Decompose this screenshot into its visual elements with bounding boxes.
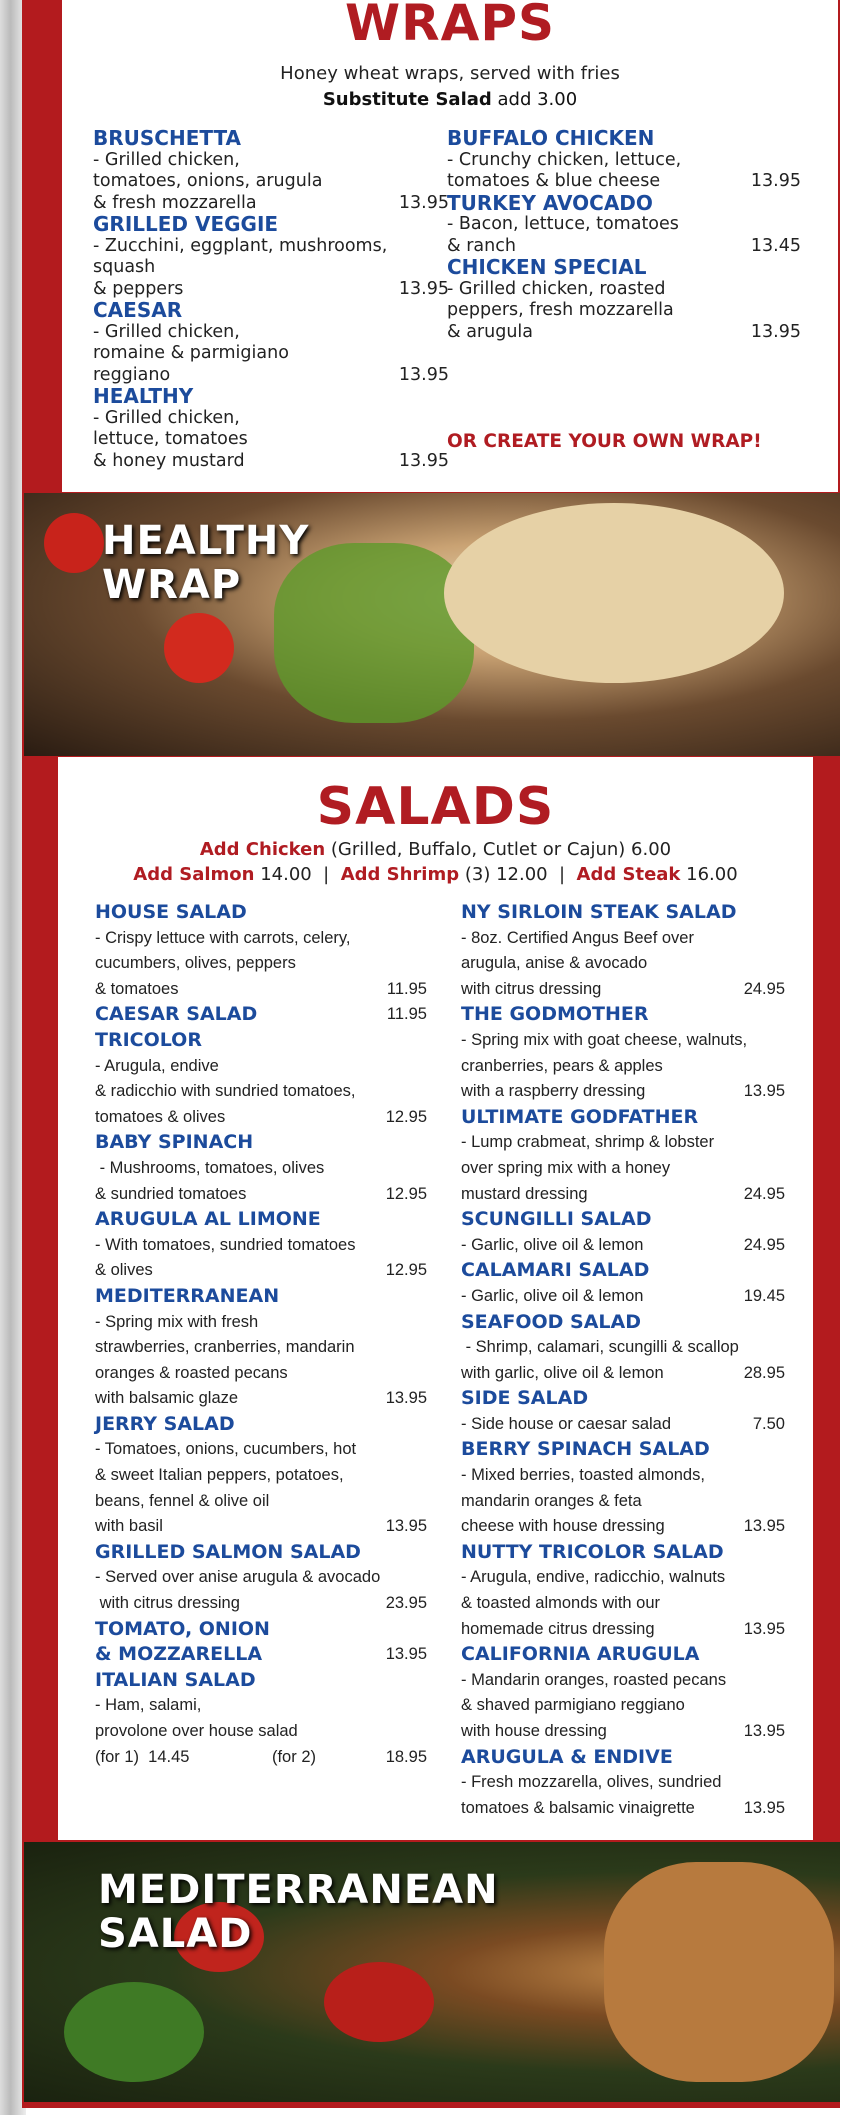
item-description-line: [93, 257, 449, 279]
item-description-line: [461, 1054, 785, 1080]
item-description-line: [93, 408, 449, 430]
item-description: - Mushrooms, tomatoes, olives: [95, 1158, 325, 1177]
item-price: 13.95: [750, 171, 801, 191]
item-description: homemade citrus dressing: [461, 1619, 655, 1638]
item-price: 23.95: [385, 1594, 427, 1613]
item-description: with garlic, olive oil & lemon: [461, 1363, 664, 1382]
item-description: - Ham, salami,: [95, 1696, 202, 1715]
item-description-line: [461, 1591, 785, 1617]
item-price: 28.95: [743, 1363, 785, 1382]
item-description-line: [95, 1745, 427, 1771]
item-description-line: [461, 1719, 785, 1745]
item-name-row: [447, 257, 801, 279]
wraps-left-column: [93, 128, 449, 472]
item-description: - Shrimp, calamari, scungilli & scallop: [461, 1338, 739, 1357]
item-description-line: [447, 150, 801, 172]
healthy-wrap-banner: HEALTHY WRAP: [102, 518, 310, 608]
item-description: - Garlic, olive oil & lemon: [461, 1235, 644, 1254]
item-description: tomatoes, onions, arugula: [93, 171, 323, 191]
item-name: & MOZZARELLA: [95, 1643, 263, 1666]
item-name-row: [95, 1207, 427, 1233]
menu-item: [95, 1412, 427, 1540]
item-description: & fresh mozzarella: [93, 192, 257, 213]
menu-item: [95, 1002, 427, 1028]
item-description: with citrus dressing: [461, 979, 602, 998]
item-name-row: [95, 1284, 427, 1310]
item-description: & ranch: [447, 235, 516, 256]
item-description: - 8oz. Certified Angus Beef over: [461, 928, 694, 947]
item-description: & shaved parmigiano reggiano: [461, 1696, 685, 1715]
item-description-line: [95, 1489, 427, 1515]
item-description: tomatoes & olives: [95, 1107, 226, 1126]
menu-item: [95, 900, 427, 1002]
item-description: arugula, anise & avocado: [461, 954, 648, 973]
item-description-line: [447, 279, 801, 301]
add-salmon-price: 14.00 |: [254, 864, 341, 885]
item-price: 7.50: [752, 1414, 785, 1433]
menu-item: [93, 128, 449, 214]
item-description-line: [93, 236, 449, 258]
item-name-row: [95, 1540, 427, 1566]
item-name-row: [461, 1386, 785, 1412]
add-steak-price: 16.00: [680, 864, 738, 885]
item-description: - Bacon, lettuce, tomatoes: [447, 214, 679, 234]
item-name: JERRY SALAD: [95, 1412, 235, 1435]
strawberry-image: [324, 1962, 434, 2042]
item-name: MEDITERRANEAN: [95, 1284, 280, 1307]
item-description-line: [461, 951, 785, 977]
item-description: beans, fennel & olive oil: [95, 1491, 270, 1510]
item-description-line: [95, 1335, 427, 1361]
item-description-line: [461, 1617, 785, 1643]
item-description: - Side house or caesar salad: [461, 1414, 672, 1433]
item-description: mandarin oranges & feta: [461, 1491, 642, 1510]
item-name-row: [461, 1258, 785, 1284]
item-description: & sundried tomatoes: [95, 1184, 247, 1203]
menu-item: [95, 1130, 427, 1207]
item-name-row: [95, 1002, 427, 1028]
item-description-line: [461, 1028, 785, 1054]
menu-item: [95, 1617, 427, 1668]
item-description-line: [461, 1796, 785, 1822]
item-description-line: [95, 977, 427, 1003]
item-description: with basil: [95, 1517, 163, 1536]
item-description-line: [95, 1156, 427, 1182]
item-description: & olives: [95, 1261, 153, 1280]
menu-item: [461, 1310, 785, 1387]
item-description: - Crunchy chicken, lettuce,: [447, 149, 682, 170]
item-description: - Spring mix with goat cheese, walnuts,: [461, 1030, 748, 1049]
item-name: NUTTY TRICOLOR SALAD: [461, 1540, 724, 1563]
item-description: & tomatoes: [95, 979, 179, 998]
substitute-price: add 3.00: [491, 89, 578, 110]
item-price: 12.95: [385, 1107, 427, 1126]
item-name: BRUSCHETTA: [93, 126, 242, 150]
item-description-line: [461, 1233, 785, 1259]
item-name: BERRY SPINACH SALAD: [461, 1438, 710, 1461]
item-name: CHICKEN SPECIAL: [447, 255, 647, 279]
item-description: peppers, fresh mozzarella: [447, 300, 674, 320]
item-description-line: [93, 343, 449, 365]
item-name-row: [95, 1642, 427, 1668]
item-description: - Served over anise arugula & avocado: [95, 1568, 381, 1587]
mediterranean-salad-banner: MEDITERRANEAN SALAD: [98, 1867, 499, 1957]
item-description: with house dressing: [461, 1722, 607, 1740]
menu-item: [461, 1105, 785, 1207]
item-name-row: [95, 1130, 427, 1156]
item-description-line: [95, 1105, 427, 1131]
item-price: 24.95: [743, 1184, 785, 1203]
salad-addons-line2: [58, 864, 813, 885]
menu-item: [95, 1540, 427, 1617]
item-description: (for 1) 14.45 (for 2): [95, 1747, 316, 1766]
item-description-line: [461, 1335, 785, 1361]
item-description: & sweet Italian peppers, potatoes,: [95, 1466, 344, 1485]
item-price: 13.95: [385, 1517, 427, 1536]
item-description: with balsamic glaze: [95, 1389, 239, 1408]
item-name-row: [93, 214, 449, 236]
menu-item: [447, 190, 801, 258]
item-description: - Grilled chicken,: [93, 149, 240, 170]
item-name-row: [461, 1540, 785, 1566]
wraps-right-column: [447, 128, 801, 343]
item-price: 13.95: [743, 1082, 785, 1101]
menu-item: [93, 386, 449, 472]
item-description-line: [95, 1463, 427, 1489]
add-steak-label: Add Steak: [576, 864, 681, 885]
menu-item: [95, 1284, 427, 1412]
item-description-line: [461, 1284, 785, 1310]
item-price: 24.95: [743, 979, 785, 998]
item-price: 11.95: [386, 979, 427, 998]
item-description: mustard dressing: [461, 1184, 588, 1203]
item-price: 13.95: [743, 1619, 785, 1638]
item-price: 12.95: [385, 1261, 427, 1280]
item-name: CAESAR SALAD: [95, 1003, 258, 1026]
menu-item: [461, 1258, 785, 1309]
item-description: - Lump crabmeat, shrimp & lobster: [461, 1133, 715, 1152]
item-description: - Mixed berries, toasted almonds,: [461, 1466, 705, 1485]
item-description-line: [93, 193, 449, 215]
item-name: SEAFOOD SALAD: [461, 1310, 642, 1333]
item-price: 18.95: [385, 1747, 427, 1766]
tomato-image: [164, 613, 234, 683]
item-price: 11.95: [386, 1005, 427, 1024]
item-name: CALAMARI SALAD: [461, 1259, 650, 1282]
menu-item: [447, 128, 801, 193]
item-price: 13.95: [743, 1722, 785, 1740]
item-description-line: [461, 1130, 785, 1156]
menu-item: [461, 1540, 785, 1642]
item-price: 13.45: [750, 235, 801, 256]
item-description: - Arugula, endive: [95, 1056, 219, 1075]
item-description: - Garlic, olive oil & lemon: [461, 1286, 644, 1305]
item-name: TRICOLOR: [95, 1028, 202, 1051]
substitute-label: Substitute Salad: [322, 89, 492, 110]
menu-item: [461, 1002, 785, 1104]
item-description-line: [93, 429, 449, 451]
menu-item: [461, 1745, 785, 1822]
item-description-line: [93, 322, 449, 344]
item-name: TOMATO, ONION: [95, 1617, 270, 1640]
item-name-row: [93, 386, 449, 408]
item-description: - Mandarin oranges, roasted pecans: [461, 1670, 727, 1689]
item-description-line: [95, 1514, 427, 1540]
salads-section: [58, 757, 813, 1840]
add-salmon-label: Add Salmon: [133, 864, 255, 885]
item-description-line: [95, 951, 427, 977]
add-chicken-label: Add Chicken: [199, 839, 326, 860]
item-name-row: [447, 128, 801, 150]
item-name-row: [461, 1207, 785, 1233]
item-name: BABY SPINACH: [95, 1131, 254, 1154]
item-description-line: [447, 214, 801, 236]
greens-image: [64, 1982, 204, 2082]
item-description-line: [93, 171, 449, 193]
item-name-row: [447, 190, 801, 215]
item-description: & toasted almonds with our: [461, 1594, 661, 1613]
menu-item: [461, 1437, 785, 1539]
salads-left-column: [95, 900, 427, 1770]
healthy-wrap-photo: [24, 493, 840, 756]
item-description-line: [461, 1565, 785, 1591]
item-description-line: [461, 1770, 785, 1796]
item-name: NY SIRLOIN STEAK SALAD: [461, 901, 737, 923]
item-price: 13.95: [385, 1645, 427, 1664]
item-name: THE GODMOTHER: [461, 1003, 649, 1026]
item-name: SIDE SALAD: [461, 1387, 589, 1410]
item-price: 12.95: [385, 1184, 427, 1203]
item-description-line: [447, 300, 801, 322]
item-name-row: [461, 900, 785, 926]
item-description: strawberries, cranberries, mandarin: [95, 1338, 355, 1357]
salads-title: SALADS: [316, 777, 555, 837]
item-name: CAESAR: [93, 298, 183, 322]
menu-item: [461, 1642, 785, 1744]
item-price: 13.95: [398, 278, 449, 299]
item-price: 13.95: [743, 1798, 785, 1817]
item-name-row: [95, 1412, 427, 1438]
item-description-line: [95, 1182, 427, 1208]
item-description-line: [461, 1412, 785, 1438]
item-description: over spring mix with a honey: [461, 1158, 671, 1177]
item-description-line: [95, 1054, 427, 1080]
wraps-substitute: [62, 89, 838, 110]
item-description: & honey mustard: [93, 450, 245, 471]
item-description: oranges & roasted pecans: [95, 1363, 288, 1382]
item-description: - Zucchini, eggplant, mushrooms,: [93, 235, 388, 256]
item-description-line: [447, 322, 801, 344]
item-description-line: [461, 977, 785, 1003]
item-description-line: [461, 1079, 785, 1105]
menu-item: [447, 257, 801, 343]
item-description-line: [447, 236, 801, 258]
item-description-line: [95, 1233, 427, 1259]
item-description-line: [461, 1693, 785, 1719]
wraps-section: [62, 0, 838, 492]
item-description-line: [95, 1693, 427, 1719]
menu-item: [461, 900, 785, 1002]
item-description: - With tomatoes, sundried tomatoes: [95, 1235, 356, 1254]
item-name: ULTIMATE GODFATHER: [461, 1105, 699, 1128]
item-name-row: [95, 1668, 427, 1694]
item-name-row: [93, 300, 449, 322]
item-description: - Grilled chicken,: [93, 321, 240, 342]
item-price: 13.95: [398, 450, 449, 471]
item-description: cucumbers, olives, peppers: [95, 954, 296, 973]
tomato-image: [44, 513, 104, 573]
item-description-line: [95, 1565, 427, 1591]
item-name-row: [461, 1310, 785, 1336]
item-name: SCUNGILLI SALAD: [461, 1208, 652, 1231]
item-description: tomatoes & balsamic vinaigrette: [461, 1798, 695, 1817]
item-name-row: [461, 1002, 785, 1028]
item-description-line: [95, 1310, 427, 1336]
item-description: & peppers: [93, 278, 184, 299]
item-price: 13.95: [385, 1389, 427, 1408]
item-description: cranberries, pears & apples: [461, 1056, 663, 1075]
item-name: ARUGULA AL LIMONE: [95, 1208, 321, 1231]
wraps-subtitle: Honey wheat wraps, served with fries: [280, 63, 620, 84]
item-price: 24.95: [743, 1235, 785, 1254]
menu-item: [93, 214, 449, 300]
item-description-line: [95, 1591, 427, 1617]
item-description-line: [95, 1258, 427, 1284]
salads-right-column: [461, 900, 785, 1821]
menu-item: [461, 1207, 785, 1258]
item-description-line: [447, 171, 801, 193]
item-description-line: [95, 1719, 427, 1745]
item-description: cheese with house dressing: [461, 1517, 665, 1536]
item-price: 13.95: [398, 192, 449, 213]
item-description: & radicchio with sundried tomatoes,: [95, 1082, 356, 1101]
item-description: - Spring mix with fresh: [95, 1312, 259, 1331]
item-description: romaine & parmigiano: [93, 343, 289, 363]
item-description-line: [461, 1514, 785, 1540]
item-description: squash: [93, 257, 156, 277]
item-description-line: [95, 1437, 427, 1463]
item-description-line: [461, 1463, 785, 1489]
item-name-row: [95, 900, 427, 926]
item-description: with a raspberry dressing: [461, 1082, 646, 1101]
item-name: GRILLED SALMON SALAD: [95, 1540, 361, 1563]
item-name: TURKEY AVOCADO: [447, 190, 653, 215]
item-description-line: [93, 451, 449, 473]
item-price: 13.95: [743, 1517, 785, 1536]
item-name-row: [461, 1437, 785, 1463]
item-price: 19.45: [743, 1286, 785, 1305]
add-chicken-price: (Grilled, Buffalo, Cutlet or Cajun) 6.00: [325, 839, 672, 860]
item-description: - Arugula, endive, radicchio, walnuts: [461, 1568, 726, 1587]
item-description-line: [461, 1156, 785, 1182]
item-name-row: [461, 1642, 785, 1668]
item-description: reggiano: [93, 364, 171, 385]
item-name: HOUSE SALAD: [95, 901, 247, 923]
item-name: ITALIAN SALAD: [95, 1668, 256, 1691]
item-name-row: [95, 1617, 427, 1643]
menu-item: [93, 300, 449, 386]
item-description-line: [95, 1361, 427, 1387]
item-description-line: [93, 279, 449, 301]
item-name: BUFFALO CHICKEN: [447, 126, 655, 150]
item-description: - Grilled chicken, roasted: [447, 278, 666, 299]
item-description: tomatoes & blue cheese: [447, 171, 661, 191]
item-name-row: [93, 128, 449, 150]
item-description-line: [95, 926, 427, 952]
item-name-row: [461, 1745, 785, 1771]
create-own-wrap: OR CREATE YOUR OWN WRAP!: [447, 431, 762, 452]
item-name-row: [461, 1105, 785, 1131]
menu-item: [95, 1207, 427, 1284]
item-description: - Grilled chicken,: [93, 407, 240, 428]
wrap-image: [444, 503, 784, 683]
item-description: with citrus dressing: [95, 1594, 240, 1613]
item-description-line: [461, 926, 785, 952]
item-description-line: [95, 1079, 427, 1105]
item-price: 13.95: [398, 364, 449, 385]
item-description-line: [93, 150, 449, 172]
item-description: lettuce, tomatoes: [93, 429, 248, 449]
item-description: - Fresh mozzarella, olives, sundried: [461, 1773, 722, 1792]
chicken-image: [604, 1862, 834, 2082]
item-description: & arugula: [447, 321, 534, 342]
wraps-title: WRAPS: [344, 0, 555, 52]
item-name: ARUGULA & ENDIVE: [461, 1745, 673, 1768]
item-description-line: [461, 1182, 785, 1208]
menu-item: [95, 1668, 427, 1770]
item-description: provolone over house salad: [95, 1722, 298, 1740]
mediterranean-salad-photo: [24, 1842, 840, 2102]
item-description: - Crispy lettuce with carrots, celery,: [95, 928, 351, 947]
item-price: 13.95: [750, 321, 801, 342]
item-name: HEALTHY: [93, 384, 194, 408]
item-name: CALIFORNIA ARUGULA: [461, 1643, 700, 1666]
menu-item: [461, 1386, 785, 1437]
item-description-line: [461, 1361, 785, 1387]
item-name-row: [95, 1028, 427, 1054]
item-description-line: [461, 1489, 785, 1515]
item-description-line: [95, 1386, 427, 1412]
add-shrimp-price: (3) 12.00 |: [459, 864, 577, 885]
item-description-line: [461, 1668, 785, 1694]
add-shrimp-label: Add Shrimp: [340, 864, 460, 885]
item-description: - Tomatoes, onions, cucumbers, hot: [95, 1440, 357, 1459]
menu-item: [95, 1028, 427, 1130]
item-name: GRILLED VEGGIE: [93, 212, 279, 236]
item-description-line: [93, 365, 449, 387]
salad-addons-line1: [58, 839, 813, 860]
